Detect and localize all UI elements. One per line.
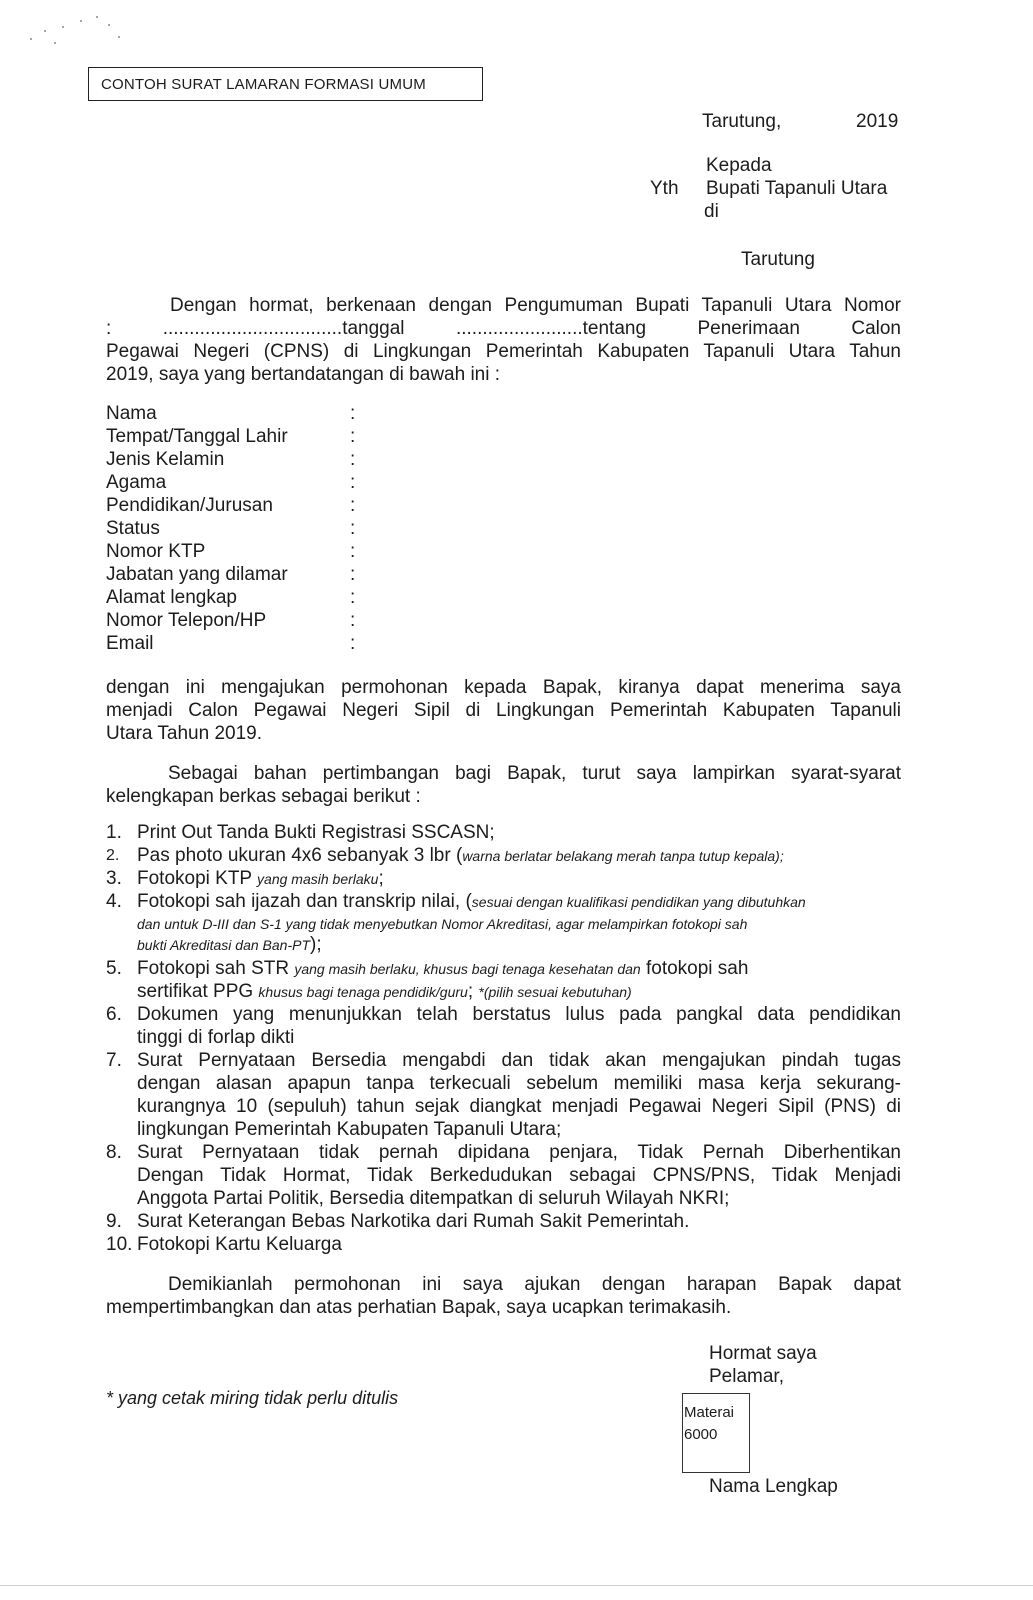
list-item: Fotokopi sah STR yang masih berlaku, khusus bagi tenaga kesehatan dan fotokopi sah: [137, 958, 749, 979]
recipient-city: Tarutung: [741, 249, 815, 270]
field-label: Status: [106, 518, 160, 539]
closing-line-2: mempertimbangkan dan atas perhatian Bapak, saya ucapkan terimakasih.: [106, 1297, 732, 1318]
list-number: 10.: [106, 1234, 133, 1255]
field-colon: :: [350, 587, 356, 608]
request-line-1: dengan ini mengajukan permohonan kepada Bapak, kiranya dapat menerima saya: [106, 677, 901, 698]
field-label: Email: [106, 633, 154, 654]
stamp-duty-box: [682, 1393, 750, 1473]
list-item-continued: sertifikat PPG khusus bagi tenaga pendidik/guru; *(pilih sesuai kebutuhan): [137, 981, 632, 1002]
list-item: Fotokopi Kartu Keluarga: [137, 1234, 342, 1255]
attach-line-1: Sebagai bahan pertimbangan bagi Bapak, turut saya lampirkan syarat-syarat: [168, 763, 901, 784]
field-colon: :: [350, 518, 356, 539]
field-label: Agama: [106, 472, 167, 493]
list-item: Fotokopi KTP yang masih berlaku;: [137, 868, 384, 889]
recipient-name: Bupati Tapanuli Utara: [706, 178, 888, 199]
list-number: 9.: [106, 1211, 122, 1232]
field-label: Nomor KTP: [106, 541, 206, 562]
field-label: Jabatan yang dilamar: [106, 564, 288, 585]
recipient-yth: Yth: [650, 178, 679, 199]
field-label: Pendidikan/Jurusan: [106, 495, 273, 516]
request-line-2: menjadi Calon Pegawai Negeri Sipil di Lingkungan Pemerintah Kabupaten Tapanuli: [106, 700, 901, 721]
list-item-continued: dan untuk D-III dan S-1 yang tidak menyebutkan Nomor Akreditasi, agar melampirkan fotokopi sah: [137, 916, 748, 932]
field-colon: :: [350, 426, 356, 447]
list-number: 3.: [106, 868, 122, 889]
field-label: Alamat lengkap: [106, 587, 237, 608]
list-item: Surat Pernyataan tidak pernah dipidana penjara, Tidak Pernah Diberhentikan: [137, 1142, 901, 1163]
template-title-box: [88, 67, 483, 101]
field-label: Nomor Telepon/HP: [106, 610, 267, 631]
intro-line-2: : ..................................tanggal ........................tentang Penerimaan Calon: [106, 318, 901, 339]
field-colon: :: [350, 633, 356, 654]
page-bottom-line: [0, 1585, 1033, 1586]
template-title: CONTOH SURAT LAMARAN FORMASI UMUM: [101, 76, 426, 93]
request-line-3: Utara Tahun 2019.: [106, 723, 262, 744]
list-item-continued: bukti Akreditasi dan Ban-PT);: [137, 934, 322, 955]
field-colon: :: [350, 403, 356, 424]
recipient-di: di: [704, 201, 719, 222]
stamp-label: Materai: [684, 1404, 735, 1421]
list-number: 4.: [106, 891, 122, 912]
year: 2019: [856, 111, 899, 132]
field-colon: :: [350, 495, 356, 516]
list-item-continued: dengan alasan apapun tanpa terkecuali sebelum memiliki masa kerja sekurang-: [137, 1073, 901, 1094]
field-label: Tempat/Tanggal Lahir: [106, 426, 288, 447]
list-item-continued: kurangnya 10 (sepuluh) tahun sejak diangkat menjadi Pegawai Negeri Sipil (PNS) di: [137, 1096, 901, 1117]
list-number: 1.: [106, 822, 122, 843]
stamp-value: 6000: [684, 1426, 718, 1443]
attach-line-2: kelengkapan berkas sebagai berikut :: [106, 786, 421, 807]
intro-line-1: Dengan hormat, berkenaan dengan Pengumuman Bupati Tapanuli Utara Nomor: [170, 295, 901, 316]
list-item-continued: Dengan Tidak Hormat, Tidak Berkedudukan sebagai CPNS/PNS, Tidak Menjadi: [137, 1165, 901, 1186]
closing-line-1: Demikianlah permohonan ini saya ajukan dengan harapan Bapak dapat: [168, 1274, 901, 1295]
field-colon: :: [350, 472, 356, 493]
list-item-continued: tinggi di forlap dikti: [137, 1027, 295, 1048]
field-colon: :: [350, 449, 356, 470]
place: Tarutung,: [702, 111, 782, 132]
field-colon: :: [350, 564, 356, 585]
list-item: Surat Keterangan Bebas Narkotika dari Rumah Sakit Pemerintah.: [137, 1211, 690, 1232]
list-item-continued: lingkungan Pemerintah Kabupaten Tapanuli Utara;: [137, 1119, 562, 1140]
signoff-name: Nama Lengkap: [709, 1476, 838, 1497]
list-item-continued: Anggota Partai Politik, Bersedia ditempatkan di seluruh Wilayah NKRI;: [137, 1188, 730, 1209]
list-item: Dokumen yang menunjukkan telah berstatus lulus pada pangkal data pendidikan: [137, 1004, 901, 1025]
intro-line-3: Pegawai Negeri (CPNS) di Lingkungan Pemerintah Kabupaten Tapanuli Utara Tahun: [106, 341, 901, 362]
signoff-pelamar: Pelamar,: [709, 1366, 784, 1387]
list-item: Print Out Tanda Bukti Registrasi SSCASN;: [137, 822, 495, 843]
signoff-hormat: Hormat saya: [709, 1343, 817, 1364]
list-number: 7.: [106, 1050, 122, 1071]
list-item: Surat Pernyataan Bersedia mengabdi dan tidak akan mengajukan pindah tugas: [137, 1050, 901, 1071]
list-number: 8.: [106, 1142, 122, 1163]
list-number: 2.: [106, 847, 120, 864]
field-colon: :: [350, 610, 356, 631]
intro-line-4: 2019, saya yang bertandatangan di bawah ini :: [106, 364, 501, 385]
footnote: * yang cetak miring tidak perlu ditulis: [106, 1388, 399, 1408]
list-item: Fotokopi sah ijazah dan transkrip nilai, (sesuai dengan kualifikasi pendidikan yang dibutuhkan: [137, 891, 806, 912]
list-number: 6.: [106, 1004, 122, 1025]
recipient-kepada: Kepada: [706, 155, 772, 176]
list-number: 5.: [106, 958, 122, 979]
field-label: Jenis Kelamin: [106, 449, 225, 470]
field-label: Nama: [106, 403, 157, 424]
field-colon: :: [350, 541, 356, 562]
list-item: Pas photo ukuran 4x6 sebanyak 3 lbr (warna berlatar belakang merah tanpa tutup kepala);: [137, 845, 784, 866]
